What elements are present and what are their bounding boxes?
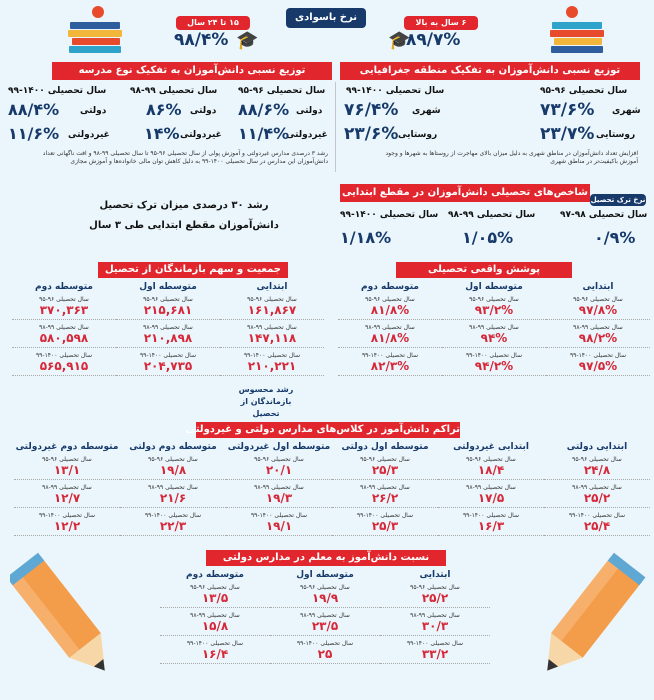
dropout-tag: نرخ ترک تحصیل [590,196,646,204]
graduation-cap-icon: 🎓 [236,30,259,51]
density_section-value: ۲۴/۸ [544,463,650,480]
ratio_section-column-header: متوسطه دوم [186,570,244,580]
density_section-year-label: سال تحصیلی ۱۴۰۰-۹۹ [38,512,96,519]
coverage_section-year-label: سال تحصیلی ۹۹-۹۸ [469,324,519,331]
density_section-value: ۱۲/۲ [14,519,120,536]
density_section-year-label: سال تحصیلی ۹۹-۹۸ [42,484,92,491]
ratio_section-column [160,570,270,664]
ratio_section-value: ۱۵/۸ [160,619,270,636]
ratio_section-year-label: سال تحصیلی ۱۴۰۰-۹۹ [186,640,244,647]
books-left-illustration [66,6,126,58]
density_section-value: ۱۳/۱ [14,463,120,480]
dropout-year1: سال تحصیلی ۹۸-۹۷ [560,210,648,220]
population_section-year-label: سال تحصیلی ۱۴۰۰-۹۹ [139,352,197,359]
density_section-column-header: متوسطه دوم دولتی [129,442,217,452]
density_section-value: ۲۰/۱ [226,463,332,480]
population_section-value: ۲۱۵,۶۸۱ [116,303,220,320]
population_section-value: ۱۴۷,۱۱۸ [220,331,324,348]
population-section-title: جمعیت و سهم بازماندگان از تحصیل [98,262,288,278]
density_section-year-label: سال تحصیلی ۱۴۰۰-۹۹ [356,512,414,519]
density_section-value: ۱۸/۴ [438,463,544,480]
coverage_section-year-label: سال تحصیلی ۹۶-۹۵ [365,296,415,303]
school-type-section-title: توزیع نسبی دانش‌آموزان به تفکیک نوع مدرسه [52,62,332,80]
population_section-year-label: سال تحصیلی ۹۶-۹۵ [247,296,297,303]
coverage_section-value: ۹۳/۲% [442,303,546,320]
ratio_section-year-label: سال تحصیلی ۹۹-۹۸ [190,612,240,619]
school-gov-label-3: دولتی [80,106,107,116]
geo-year1: سال تحصیلی ۹۶-۹۵ [540,86,628,96]
dropout-section-title: شاخص‌های تحصیلی دانش‌آموزان در مقطع ابتدایی [340,184,590,202]
coverage_section-year-label: سال تحصیلی ۹۹-۹۸ [573,324,623,331]
coverage_section-value: ۹۸/۲% [546,331,650,348]
ratio_section-value: ۳۳/۲ [380,647,490,664]
coverage_section-column-header: متوسطه اول [465,282,523,292]
population_section-value: ۵۶۵,۹۱۵ [12,359,116,376]
density_section-value: ۱۹/۸ [120,463,226,480]
ratio_section-column [270,570,380,664]
ratio_section-value: ۲۵/۲ [380,591,490,608]
density_section-year-label: سال تحصیلی ۹۹-۹۸ [360,484,410,491]
population_section-year-label: سال تحصیلی ۹۹-۹۸ [39,324,89,331]
school-gov-label: دولتی [296,106,323,116]
school-nongov-label-2: غیردولتی [180,130,222,140]
dropout-year3: سال تحصیلی ۱۴۰۰-۹۹ [340,210,439,220]
density_section-year-label: سال تحصیلی ۹۶-۹۵ [254,456,304,463]
geo-urban1: ۷۳/۶% [540,100,595,120]
coverage_section-value: ۸۱/۸% [338,303,442,320]
population_section-value: ۳۷۰,۳۶۳ [12,303,116,320]
density_section-column-header: متوسطه اول غیردولتی [227,442,331,452]
literacy-right-range: ۶ سال به بالا [404,16,478,30]
population_section-value: ۵۸۰,۵۹۸ [12,331,116,348]
geo-year2: سال تحصیلی ۱۴۰۰-۹۹ [346,86,445,96]
density_section-year-label: سال تحصیلی ۹۶-۹۵ [360,456,410,463]
density_section-year-label: سال تحصیلی ۹۹-۹۸ [466,484,516,491]
population_section-year-label: سال تحصیلی ۹۹-۹۸ [247,324,297,331]
school-gov2: ۸۶% [146,100,182,119]
density_section-column [120,442,226,536]
books-right-illustration [548,6,608,58]
population-note: رشد محسوس بازماندگان از تحصیل [238,385,294,418]
coverage_section-value: ۹۴% [442,331,546,348]
coverage_section-column-header: متوسطه دوم [361,282,419,292]
density_section-year-label: سال تحصیلی ۱۴۰۰-۹۹ [568,512,626,519]
literacy-left-range: ۱۵ تا ۲۴ سال [176,16,250,30]
population_section-column-header: متوسطه دوم [35,282,93,292]
literacy-left-value: ۹۸/۴% [174,30,229,50]
geo-note: افزایش تعداد دانش‌آموزان در مناطق شهری به دلیل میزان بالای مهاجرت از روستاها به شهرها و وجود آموزش باکیفیت‌تر در مناطق شهری [385,150,638,165]
ratio-section-title: نسبت دانش‌آموز به معلم در مدارس دولتی [206,550,446,566]
graduation-cap-icon: 🎓 [388,30,411,51]
geo-urban-label-2: شهری [412,106,441,116]
density_section-column [226,442,332,536]
school-year2: سال تحصیلی ۹۹-۹۸ [130,86,218,96]
geo-section-title: توزیع نسبی دانش‌آموزان به تفکیک منطقه جغرافیایی [340,62,640,80]
school-nongov2: ۱۴% [144,124,180,143]
coverage_section-value: ۹۷/۵% [546,359,650,376]
coverage_section-year-label: سال تحصیلی ۱۴۰۰-۹۹ [465,352,523,359]
population_section-column-header: متوسطه اول [139,282,197,292]
density_section-value: ۲۵/۳ [332,463,438,480]
school-gov1: ۸۸/۶% [238,100,290,119]
school-gov3: ۸۸/۴% [8,100,60,119]
density_section-year-label: سال تحصیلی ۱۴۰۰-۹۹ [250,512,308,519]
density_section-value: ۲۲/۳ [120,519,226,536]
population_section-value: ۲۱۰,۸۹۸ [116,331,220,348]
coverage_section-column-header: ابتدایی [582,282,614,292]
coverage_section-column [546,282,650,376]
ratio_section-value: ۱۹/۹ [270,591,380,608]
geo-urban2: ۷۶/۴% [344,100,399,120]
density_section-year-label: سال تحصیلی ۹۶-۹۵ [148,456,198,463]
dropout-v3: ۱/۱۸% [340,228,392,247]
coverage_section-value: ۹۴/۲% [442,359,546,376]
coverage_section-column [442,282,546,376]
density_section-value: ۲۵/۳ [332,519,438,536]
school-year3: سال تحصیلی ۱۴۰۰-۹۹ [8,86,107,96]
coverage-section-title: پوشش واقعی تحصیلی [396,262,572,278]
dropout-year2: سال تحصیلی ۹۹-۹۸ [448,210,536,220]
coverage_section-year-label: سال تحصیلی ۹۹-۹۸ [365,324,415,331]
ratio_section-value: ۲۵ [270,647,380,664]
geo-rural2: ۲۳/۶% [344,124,399,144]
ratio_section-value: ۳۰/۳ [380,619,490,636]
school-note: رشد ۳ درصدی مدارس غیردولتی و آموزش پولی از سال تحصیلی ۹۶-۹۵ تا سال تحصیلی ۹۹-۹۸ و افت ناگهانی تعداد دانش‌آموزان این مدارس در سال تحصیلی ۱۴۰۰-۹۹ به دلیل کاهش توان مالی خانواده‌ها و آموزش مجازی [42,150,328,165]
literacy-title: نرخ باسوادی [286,8,366,28]
density_section-year-label: سال تحصیلی ۹۶-۹۵ [572,456,622,463]
ratio_section-year-label: سال تحصیلی ۹۶-۹۵ [410,584,460,591]
density_section-year-label: سال تحصیلی ۹۶-۹۵ [466,456,516,463]
density_section-column-header: متوسطه اول دولتی [341,442,429,452]
coverage_section-year-label: سال تحصیلی ۹۶-۹۵ [573,296,623,303]
coverage_section-column [338,282,442,376]
population_section-value: ۱۶۱,۸۶۷ [220,303,324,320]
density_section-value: ۱۹/۱ [226,519,332,536]
ratio_section-column-header: ابتدایی [419,570,451,580]
geo-urban-label: شهری [612,106,641,116]
dropout-v1: ۰/۹% [594,228,636,247]
coverage_section-value: ۹۷/۸% [546,303,650,320]
geo-rural-label: روستایی [596,130,636,140]
density_section-column-header: ابتدایی دولتی [566,442,628,452]
ratio_section-year-label: سال تحصیلی ۹۹-۹۸ [410,612,460,619]
population_section-year-label: سال تحصیلی ۹۹-۹۸ [143,324,193,331]
school-nongov-label-3: غیردولتی [68,130,110,140]
population_section-year-label: سال تحصیلی ۹۶-۹۵ [143,296,193,303]
density_section-year-label: سال تحصیلی ۹۹-۹۸ [572,484,622,491]
school-nongov-label: غیردولتی [286,130,328,140]
dropout-v2: ۱/۰۵% [462,228,514,247]
population_section-column [116,282,220,376]
ratio_section-year-label: سال تحصیلی ۱۴۰۰-۹۹ [406,640,464,647]
population_section-year-label: سال تحصیلی ۱۴۰۰-۹۹ [243,352,301,359]
density_section-column [332,442,438,536]
section-divider [335,82,336,172]
ratio_section-year-label: سال تحصیلی ۱۴۰۰-۹۹ [296,640,354,647]
school-gov-label-2: دولتی [190,106,217,116]
coverage_section-value: ۸۲/۳% [338,359,442,376]
density_section-value: ۱۹/۳ [226,491,332,508]
density_section-value: ۱۷/۵ [438,491,544,508]
ratio_section-year-label: سال تحصیلی ۹۶-۹۵ [190,584,240,591]
density_section-value: ۲۵/۲ [544,491,650,508]
ratio_section-value: ۲۳/۵ [270,619,380,636]
population_section-year-label: سال تحصیلی ۱۴۰۰-۹۹ [35,352,93,359]
population_section-column [220,282,324,376]
school-nongov3: ۱۱/۶% [8,124,60,143]
ratio_section-value: ۱۶/۴ [160,647,270,664]
ratio_section-column [380,570,490,664]
density_section-year-label: سال تحصیلی ۹۹-۹۸ [254,484,304,491]
coverage_section-year-label: سال تحصیلی ۱۴۰۰-۹۹ [361,352,419,359]
density_section-column [544,442,650,536]
density_section-value: ۲۵/۴ [544,519,650,536]
density_section-year-label: سال تحصیلی ۱۴۰۰-۹۹ [462,512,520,519]
ratio_section-year-label: سال تحصیلی ۹۶-۹۵ [300,584,350,591]
geo-rural-label-2: روستایی [398,130,438,140]
pencil-left-icon [10,546,122,696]
density_section-column [14,442,120,536]
coverage_section-year-label: سال تحصیلی ۱۴۰۰-۹۹ [569,352,627,359]
school-nongov1: ۱۱/۴% [238,124,290,143]
density_section-year-label: سال تحصیلی ۹۶-۹۵ [42,456,92,463]
density-section-title: تراکم دانش‌آموز در کلاس‌های مدارس دولتی و غیردولتی [196,422,460,438]
ratio_section-column-header: متوسطه اول [296,570,354,580]
density_section-year-label: سال تحصیلی ۱۴۰۰-۹۹ [144,512,202,519]
density_section-column-header: ابتدایی غیردولتی [453,442,529,452]
density_section-value: ۱۶/۳ [438,519,544,536]
coverage_section-year-label: سال تحصیلی ۹۶-۹۵ [469,296,519,303]
dropout-growth-text: رشد ۳۰ درصدی میزان ترک تحصیل دانش‌آموزان مقطع ابتدایی طی ۳ سال [89,200,279,231]
coverage_section-value: ۸۱/۸% [338,331,442,348]
population_section-column-header: ابتدایی [256,282,288,292]
population_section-column [12,282,116,376]
density_section-column [438,442,544,536]
density_section-year-label: سال تحصیلی ۹۹-۹۸ [148,484,198,491]
density_section-value: ۲۱/۶ [120,491,226,508]
density_section-value: ۲۶/۲ [332,491,438,508]
school-year1: سال تحصیلی ۹۶-۹۵ [238,86,326,96]
ratio_section-value: ۱۳/۵ [160,591,270,608]
population_section-value: ۲۱۰,۲۲۱ [220,359,324,376]
density_section-column-header: متوسطه دوم غیردولتی [15,442,119,452]
pencil-right-icon [526,546,646,696]
population_section-value: ۲۰۴,۷۳۵ [116,359,220,376]
literacy-right-value: ۸۹/۷% [406,30,461,50]
ratio_section-year-label: سال تحصیلی ۹۹-۹۸ [300,612,350,619]
population_section-year-label: سال تحصیلی ۹۶-۹۵ [39,296,89,303]
geo-rural1: ۲۳/۷% [540,124,595,144]
density_section-value: ۱۲/۷ [14,491,120,508]
